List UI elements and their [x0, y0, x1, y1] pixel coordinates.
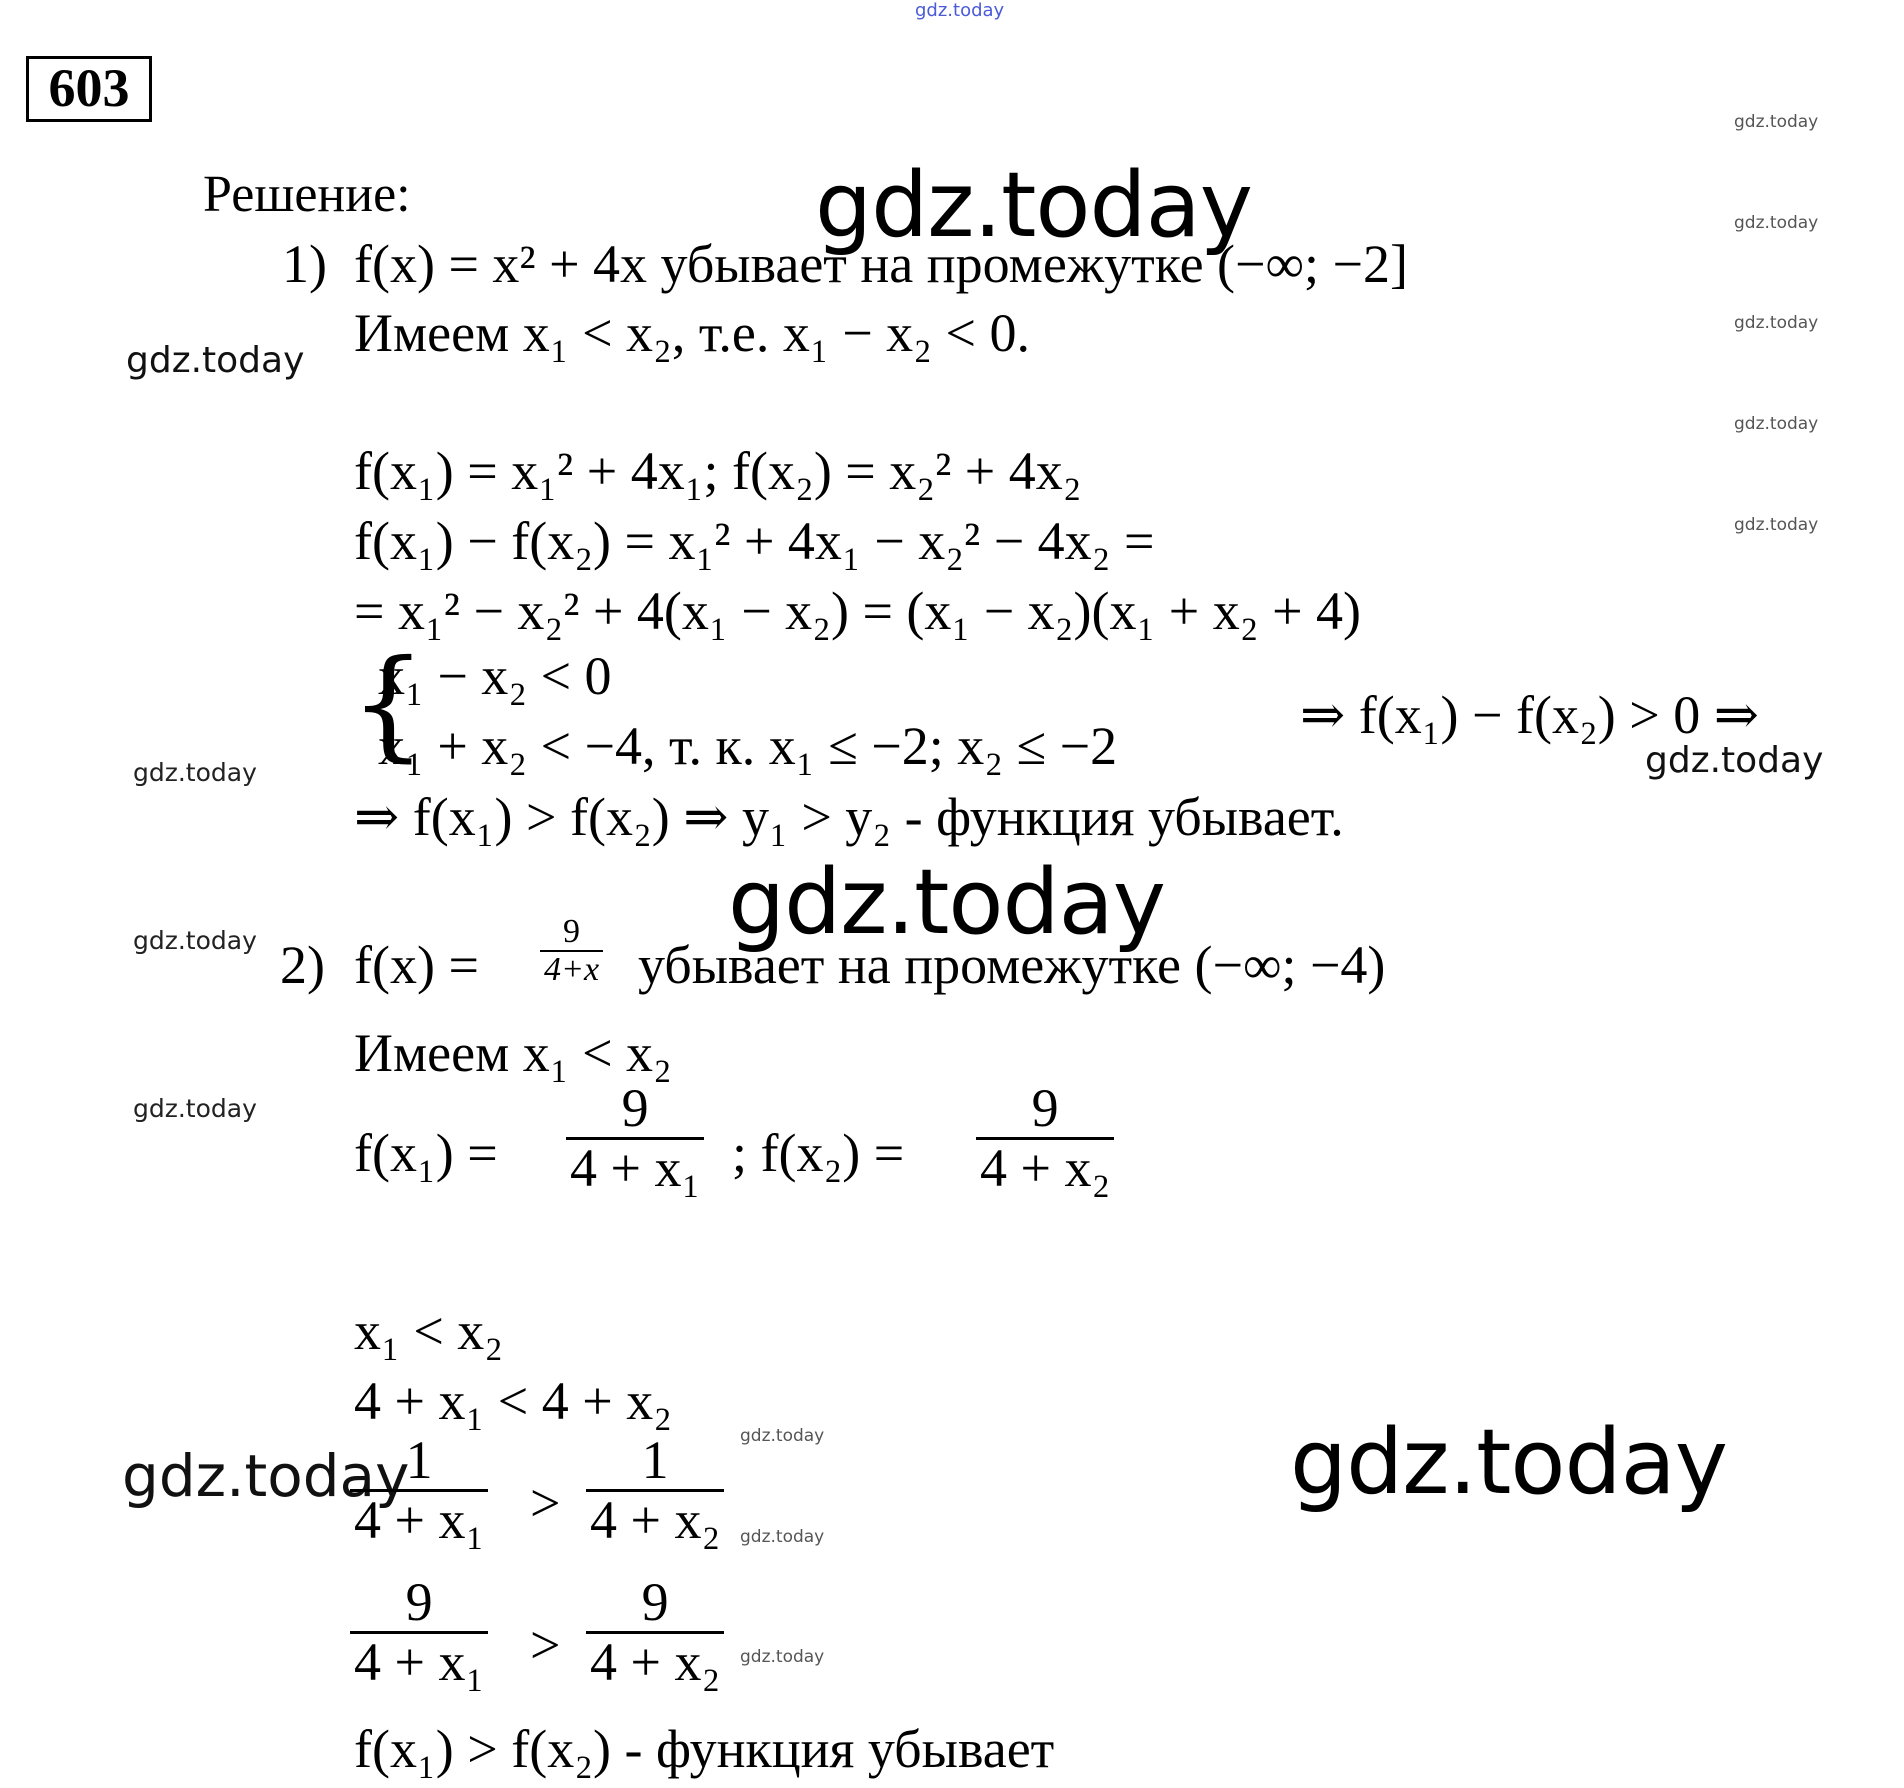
part2-have: Имеем x₁ < x₂: [354, 1023, 672, 1083]
part2-statement-left: f(x) =: [354, 935, 479, 995]
part1-line2: f(x₁) − f(x₂) = x₁² + 4x₁ − x₂² − 4x₂ =: [354, 511, 1155, 571]
watermark-large: gdz.today: [815, 153, 1253, 258]
part2-conclusion: f(x₁) > f(x₂) - функция убывает: [354, 1719, 1055, 1779]
watermark-top: gdz.today: [915, 0, 1005, 21]
watermark-small: gdz.today: [1734, 313, 1819, 333]
part1-have: Имеем x₁ < x₂, т.е. x₁ − x₂ < 0.: [354, 303, 1030, 363]
part1-conclusion: ⇒ f(x₁) > f(x₂) ⇒ y₁ > y₂ - функция убывает.: [354, 787, 1344, 847]
fraction-numerator: 9: [641, 1572, 669, 1632]
fraction-denominator: 4 + x₂: [586, 1631, 724, 1691]
part2-f2-fraction: [976, 1080, 1114, 1196]
solution-heading: Решение:: [203, 166, 411, 223]
part2-step4-right-fraction: [586, 1574, 724, 1690]
watermark-small: gdz.today: [1734, 414, 1819, 434]
watermark-medium: gdz.today: [1645, 740, 1824, 781]
fraction-numerator: 9: [563, 913, 581, 950]
fraction-denominator: 4 + x₁: [350, 1631, 488, 1691]
part2-statement-right: убывает на промежутке (−∞; −4): [638, 935, 1386, 995]
watermark-large: gdz.today: [1290, 1410, 1728, 1515]
system-brace: {: [350, 635, 427, 774]
problem-number-text: 603: [48, 58, 130, 118]
part2-step3-left-fraction: [350, 1432, 488, 1548]
part2-f1-left: f(x₁) =: [354, 1123, 498, 1183]
part2-f2-left: ; f(x₂) =: [732, 1123, 905, 1183]
part2-step4-left-fraction: [350, 1574, 488, 1690]
part2-step3-right-fraction: [586, 1432, 724, 1548]
watermark-small: gdz.today: [740, 1426, 825, 1446]
watermark-medium: gdz.today: [122, 1442, 410, 1510]
part1-line3: = x₁² − x₂² + 4(x₁ − x₂) = (x₁ − x₂)(x₁ + x₂ + 4): [354, 581, 1362, 641]
fraction-numerator: 9: [405, 1572, 433, 1632]
fraction-numerator: 9: [621, 1078, 649, 1138]
part2-step1: x₁ < x₂: [354, 1301, 504, 1361]
fraction-denominator: 4 + x₂: [976, 1137, 1114, 1197]
watermark-large: gdz.today: [728, 850, 1166, 955]
watermark-small: gdz.today: [1734, 515, 1819, 535]
watermark-small: gdz.today: [1734, 213, 1819, 233]
part1-label: 1): [282, 234, 327, 294]
part2-label: 2): [280, 935, 325, 995]
part1-system-row2: x₁ + x₂ < −4, т. к. x₁ ≤ −2; x₂ ≤ −2: [378, 716, 1118, 776]
watermark-small: gdz.today: [740, 1647, 825, 1667]
part2-f1-fraction: [566, 1080, 704, 1196]
part2-statement-fraction: [540, 914, 603, 987]
part2-step4-gt: >: [530, 1615, 561, 1675]
problem-number: [26, 56, 152, 122]
fraction-denominator: 4 + x₂: [586, 1489, 724, 1549]
fraction-denominator: 4 + x₁: [350, 1489, 488, 1549]
part1-system-row1: x₁ − x₂ < 0: [378, 646, 612, 706]
watermark-small: gdz.today: [133, 926, 257, 955]
fraction-denominator: 4+x: [540, 950, 603, 988]
fraction-numerator: 1: [641, 1430, 669, 1490]
part1-statement: f(x) = x² + 4x убывает на промежутке (−∞; −2]: [354, 234, 1408, 294]
fraction-denominator: 4 + x₁: [566, 1137, 704, 1197]
fraction-numerator: 9: [1031, 1078, 1059, 1138]
part1-line1: f(x₁) = x₁² + 4x₁; f(x₂) = x₂² + 4x₂: [354, 441, 1082, 501]
watermark-small: gdz.today: [133, 1094, 257, 1123]
part2-step2: 4 + x₁ < 4 + x₂: [354, 1371, 673, 1431]
watermark-small: gdz.today: [1734, 112, 1819, 132]
part1-implication: ⇒ f(x₁) − f(x₂) > 0 ⇒: [1300, 685, 1759, 745]
watermark-small: gdz.today: [740, 1527, 825, 1547]
part2-step3-gt: >: [530, 1473, 561, 1533]
watermark-medium: gdz.today: [126, 340, 305, 381]
watermark-small: gdz.today: [133, 758, 257, 787]
fraction-numerator: 1: [405, 1430, 433, 1490]
